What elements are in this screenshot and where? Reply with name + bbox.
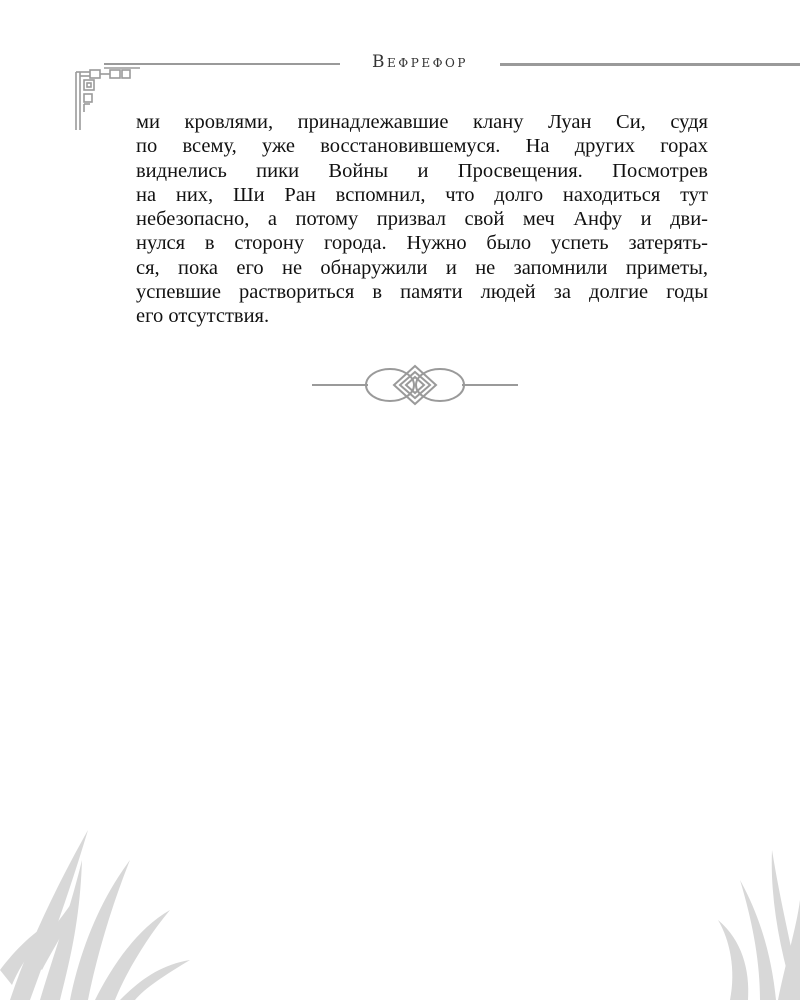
text-line: небезопасно, а потому призвал свой меч Анфу и дви- bbox=[136, 208, 708, 231]
text-line: успевшие раствориться в памяти людей за долгие годы bbox=[136, 281, 708, 304]
text-line: по всему, уже восстановившемуся. На других горах bbox=[136, 135, 708, 158]
body-paragraph bbox=[136, 110, 708, 329]
knot-divider-ornament bbox=[312, 362, 518, 408]
grass-silhouette-left bbox=[0, 820, 200, 1000]
grass-silhouette-right bbox=[700, 840, 800, 1000]
text-line: нулся в сторону города. Нужно было успеть затерять- bbox=[136, 232, 708, 255]
text-line: ся, пока его не обнаружили и не запомнили приметы, bbox=[136, 256, 708, 279]
text-line: виднелись пики Войны и Просвещения. Посмотрев bbox=[136, 159, 708, 182]
header-rule-right bbox=[500, 63, 800, 66]
corner-fret-ornament bbox=[70, 62, 140, 134]
running-title: Вефрефор bbox=[372, 52, 468, 72]
text-line: ми кровлями, принадлежавшие клану Луан Си, судя bbox=[136, 111, 708, 133]
text-line: на них, Ши Ран вспомнил, что долго находиться тут bbox=[136, 183, 708, 206]
text-line: его отсутствия. bbox=[136, 305, 270, 328]
